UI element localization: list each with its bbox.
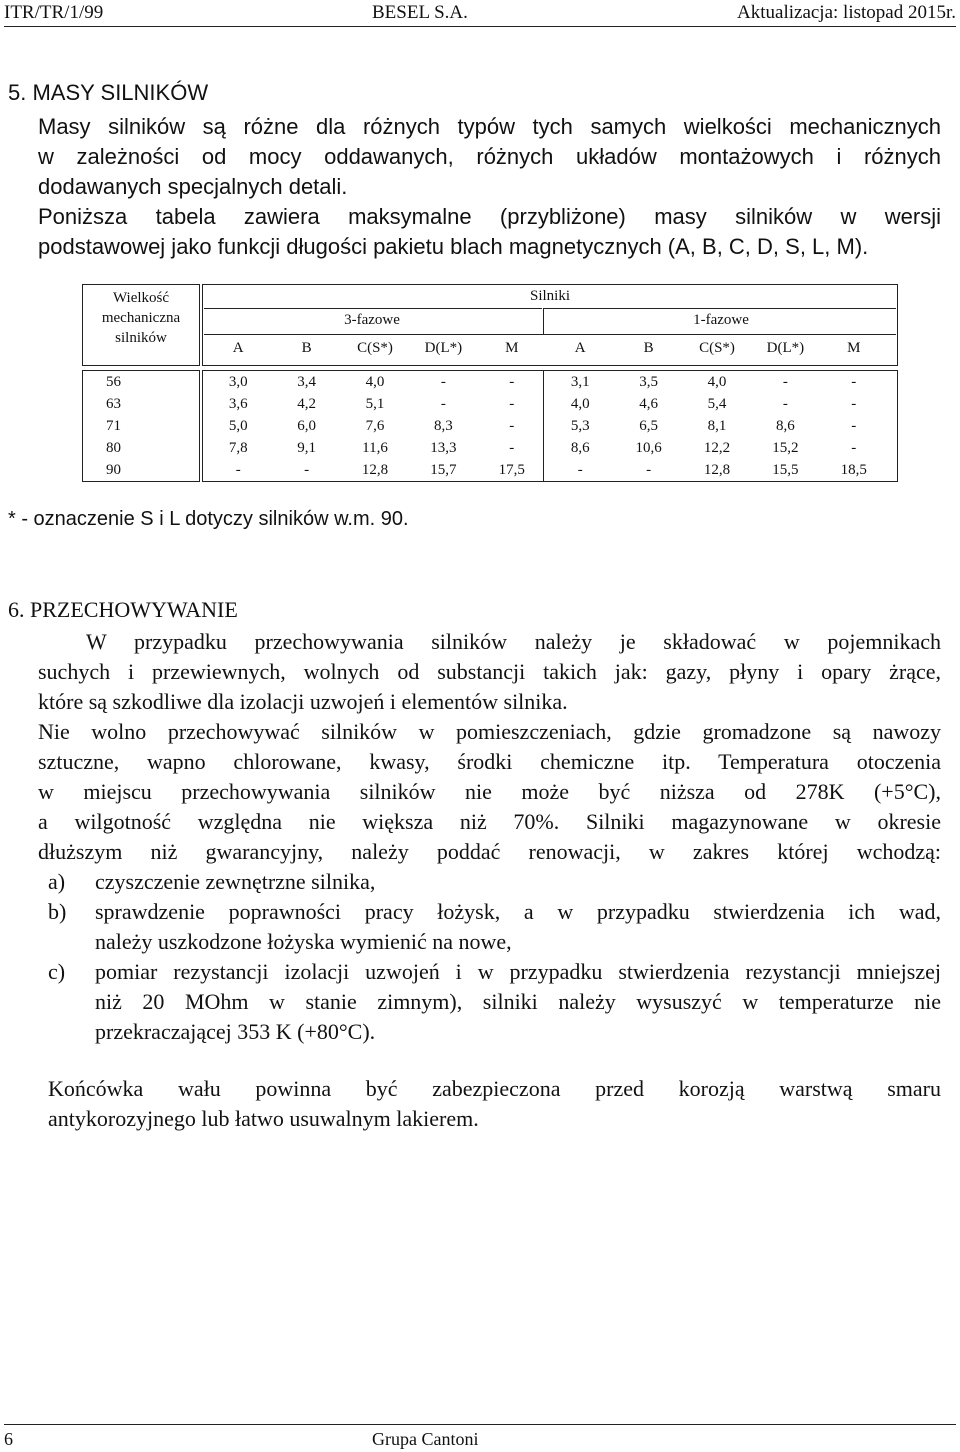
row-size-cell: 56 [106, 374, 121, 390]
column-header: M [505, 340, 519, 356]
doc-code: ITR/TR/1/99 [4, 2, 104, 23]
text-line: czyszczenie zewnętrzne silnika, [95, 869, 376, 894]
text-line: w miejscu przechowywania silników nie może być niższa od 278K (+5°C), [38, 779, 941, 804]
update-date: Aktualizacja: listopad 2015r. [737, 2, 956, 23]
table-cell: - [509, 374, 515, 390]
text-line: sztuczne, wapno chlorowane, kwasy, środki chemiczne itp. Temperatura otoczenia [38, 749, 941, 774]
table-cell: - [509, 440, 515, 456]
table-cell: 4,0 [570, 396, 590, 412]
row-size-cell: 63 [106, 396, 121, 412]
table-cell: 3,1 [570, 374, 590, 390]
table-cell: 10,6 [635, 440, 662, 456]
table-cell: - [440, 374, 446, 390]
text-line: dłuższym niż gwarancyjny, należy poddać renowacji, w zakres której wchodzą: [38, 839, 941, 864]
table-cell: 8,6 [776, 418, 795, 434]
section-5-heading: 5. MASY SILNIKÓW [8, 80, 209, 105]
column-header: B [301, 340, 312, 356]
column-header: D(L*) [424, 340, 463, 356]
page-number: 6 [4, 1429, 13, 1449]
column-header: C(S*) [699, 340, 735, 356]
company-name: BESEL S.A. [372, 2, 468, 23]
size-header-line: mechaniczna [101, 310, 181, 326]
list-item [95, 867, 941, 897]
table-cell: 4,2 [297, 396, 316, 412]
table-cell: 11,6 [362, 440, 388, 456]
table-cell: - [235, 462, 241, 478]
table-cell: 15,7 [430, 462, 457, 478]
column-header: C(S*) [357, 340, 393, 356]
size-header [82, 288, 200, 348]
table-cell: 6,5 [639, 418, 658, 434]
table-cell: 7,8 [228, 440, 248, 456]
text-line: antykorozyjnego lub łatwo usuwalnym lakierem. [48, 1106, 479, 1131]
table-cell: - [782, 396, 788, 412]
table-cell: 4,6 [639, 396, 658, 412]
header-rule [204, 334, 896, 335]
table-cell: 8,1 [707, 418, 727, 434]
table-cell: 12,8 [361, 462, 389, 478]
table-cell: 9,1 [297, 440, 316, 456]
page-footer [4, 1424, 956, 1449]
column-header: A [232, 340, 244, 356]
table-cell: 18,5 [840, 462, 867, 478]
table-cell: 12,2 [703, 440, 731, 456]
table-cell: 15,5 [772, 462, 799, 478]
size-column-box [82, 370, 200, 482]
text-line: przekraczającej 353 K (+80°C). [95, 1019, 376, 1044]
table-cell: - [304, 462, 310, 478]
table-cell: 5,3 [570, 418, 590, 434]
table-cell: 8,3 [434, 418, 453, 434]
table-cell: - [851, 440, 857, 456]
text-line: które są szkodliwe dla izolacji uzwojeń i elementów silnika. [38, 689, 568, 714]
text-line: a wilgotność względna nie większa niż 70%. Silniki magazynowane w okresie [38, 809, 941, 834]
section-6-para1 [38, 627, 941, 867]
table-footnote: * - oznaczenie S i L dotyczy silników w.m. 90. [8, 508, 409, 530]
column-header: A [574, 340, 586, 356]
column-header: D(L*) [766, 340, 805, 356]
table-cell: 3,6 [228, 396, 248, 412]
table-cell: - [509, 418, 515, 434]
list-item [95, 897, 941, 957]
column-header: B [643, 340, 654, 356]
column-header: M [847, 340, 861, 356]
one-phase-header: 1-fazowe [693, 312, 749, 328]
list-marker: a) [48, 869, 66, 894]
row-size-cell: 71 [106, 418, 121, 434]
table-cell: - [577, 462, 583, 478]
table-cell: 3,0 [228, 374, 248, 390]
text-line: dodawanych specjalnych detali. [38, 174, 348, 199]
list-marker: c) [48, 959, 66, 984]
table-cell: - [509, 396, 515, 412]
table-cell: 5,1 [365, 396, 385, 412]
table-cell: 5,0 [228, 418, 248, 434]
section-6-para3 [48, 1074, 941, 1134]
page-header [4, 2, 956, 27]
table-cell: 15,2 [772, 440, 799, 456]
table-cell: - [440, 396, 446, 412]
text-line: Nie wolno przechowywać silników w pomieszczeniach, gdzie gromadzone są nawozy [38, 719, 941, 744]
table-cell: 17,5 [498, 462, 525, 478]
table-cell: - [851, 374, 857, 390]
text-line: pomiar rezystancji izolacji uzwojeń i w przypadku stwierdzenia rezystancji mniejszej [95, 959, 941, 984]
text-line: suchych i przewiewnych, wolnych od substancji takich jak: gazy, płyny i opary żrące, [38, 659, 941, 684]
table-cell: 8,6 [570, 440, 590, 456]
header-rule [204, 308, 542, 309]
table-cell: 6,0 [297, 418, 316, 434]
row-size-cell: 90 [106, 462, 121, 478]
text-line: W przypadku przechowywania silników należy je składować w pojemnikach [86, 629, 941, 654]
three-phase-header: 3-fazowe [344, 312, 400, 328]
group-header: Silniki [529, 288, 570, 304]
header-rule [543, 308, 544, 334]
text-line: niż 20 MOhm w stanie zimnym), silniki należy wysuszyć w temperaturze nie [95, 989, 941, 1014]
text-line: należy uszkodzone łożyska wymienić na nowe, [95, 929, 512, 954]
text-line: Końcówka wału powinna być zabezpieczona przed korozją warstwą smaru [48, 1076, 941, 1101]
table-cell: - [646, 462, 652, 478]
text-line: w zależności od mocy oddawanych, różnych układów montażowych i różnych [38, 144, 941, 169]
table-cell: 13,3 [430, 440, 457, 456]
table-cell: 3,5 [639, 374, 658, 390]
table-cell: 12,8 [703, 462, 731, 478]
table-cell: - [782, 374, 788, 390]
table-cell: - [851, 418, 857, 434]
row-size-cell: 80 [106, 440, 121, 456]
group-name: Grupa Cantoni [372, 1429, 479, 1449]
text-line: sprawdzenie poprawności pracy łożysk, a w przypadku stwierdzenia ich wad, [95, 899, 941, 924]
table-cell: 4,0 [707, 374, 727, 390]
header-rule [544, 308, 896, 309]
motor-mass-table [82, 284, 898, 482]
text-line: Poniższa tabela zawiera maksymalne (przybliżone) masy silników w wersji [38, 204, 941, 229]
size-header-line: Wielkość [112, 290, 170, 306]
section-6-heading: 6. PRZECHOWYWANIE [8, 597, 238, 622]
list-marker: b) [48, 899, 67, 924]
table-cell: 7,6 [365, 418, 385, 434]
section-5-text [38, 112, 941, 262]
table-cell: 3,4 [297, 374, 316, 390]
table-cell: 5,4 [707, 396, 727, 412]
size-header-line: silników [115, 330, 167, 346]
text-line: podstawowej jako funkcji długości pakietu blach magnetycznych (A, B, C, D, S, L, M). [38, 234, 869, 259]
table-cell: - [851, 396, 857, 412]
table-cell: 4,0 [365, 374, 385, 390]
list-item [95, 957, 941, 1047]
text-line: Masy silników są różne dla różnych typów tych samych wielkości mechanicznych [38, 114, 941, 139]
